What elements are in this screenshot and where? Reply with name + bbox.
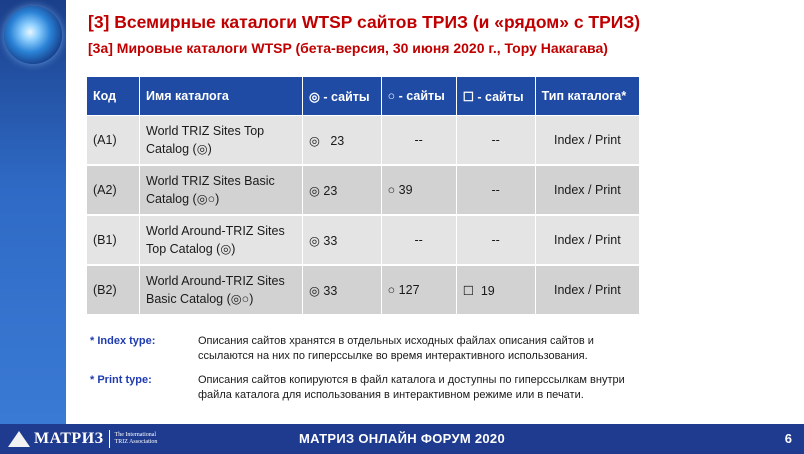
footer-title: МАТРИЗ ОНЛАЙН ФОРУМ 2020 (299, 431, 505, 446)
note-text: Описания сайтов копируются в файл каталога и доступны по гиперссылкам внутри файла каталога для использования в интерактивном режиме или в печати. (198, 374, 625, 401)
cell-single: -- (381, 215, 456, 265)
cell-type: Index / Print (535, 165, 639, 215)
cell-type: Index / Print (535, 116, 639, 166)
table-header-row (87, 77, 640, 116)
cell-double: ◎ 23 (303, 116, 382, 166)
cell-name: World TRIZ Sites Top Catalog (◎) (140, 116, 303, 166)
col-header-single-circle: ○ - сайты (381, 77, 456, 116)
slide-title: [3] Всемирные каталоги WTSP сайтов ТРИЗ (и «рядом» с ТРИЗ) (88, 12, 641, 32)
cell-name: World Around-TRIZ Sites Top Catalog (◎) (140, 215, 303, 265)
footer-bar (0, 424, 804, 454)
left-decor-bar (0, 0, 66, 424)
cell-square: -- (456, 215, 535, 265)
cell-double: ◎ 33 (303, 215, 382, 265)
cell-square: -- (456, 116, 535, 166)
cell-name: World Around-TRIZ Sites Basic Catalog (◎○) (140, 265, 303, 315)
col-header-square: ☐ - сайты (456, 77, 535, 116)
cell-code: (A1) (87, 116, 140, 166)
logo-subtext: The International TRIZ Association (114, 432, 158, 445)
cell-single: -- (381, 116, 456, 166)
col-header-type: Тип каталога* (535, 77, 639, 116)
table-row (87, 116, 640, 166)
note-label: * Index type: (90, 335, 156, 347)
catalog-table (86, 76, 640, 316)
slide-subtitle: [3a] Мировые каталоги WTSP (бета-версия, 30 июня 2020 г., Тору Накагава) (88, 40, 608, 56)
cell-square: ☐ 19 (456, 265, 535, 315)
cell-type: Index / Print (535, 265, 639, 315)
table-row (87, 165, 640, 215)
table-row (87, 265, 640, 315)
col-header-name: Имя каталога (140, 77, 303, 116)
col-header-code: Код (87, 77, 140, 116)
note-label: * Print type: (90, 374, 152, 386)
cell-code: (B2) (87, 265, 140, 315)
table-row (87, 215, 640, 265)
cell-code: (A2) (87, 165, 140, 215)
cell-name: World TRIZ Sites Basic Catalog (◎○) (140, 165, 303, 215)
col-header-double-circle: ◎ - сайты (303, 77, 382, 116)
logo-text: МАТРИЗ (34, 430, 104, 447)
globe-logo-icon (4, 6, 62, 64)
page-number: 6 (784, 431, 792, 446)
note-text: Описания сайтов хранятся в отдельных исходных файлах описания сайтов и ссылаются на них по гиперссылке во время интерактивного использования. (198, 335, 594, 362)
cell-double: ◎ 33 (303, 265, 382, 315)
cell-double: ◎ 23 (303, 165, 382, 215)
cell-type: Index / Print (535, 215, 639, 265)
cell-square: -- (456, 165, 535, 215)
cell-single: ○ 127 (381, 265, 456, 315)
cell-single: ○ 39 (381, 165, 456, 215)
cell-code: (B1) (87, 215, 140, 265)
